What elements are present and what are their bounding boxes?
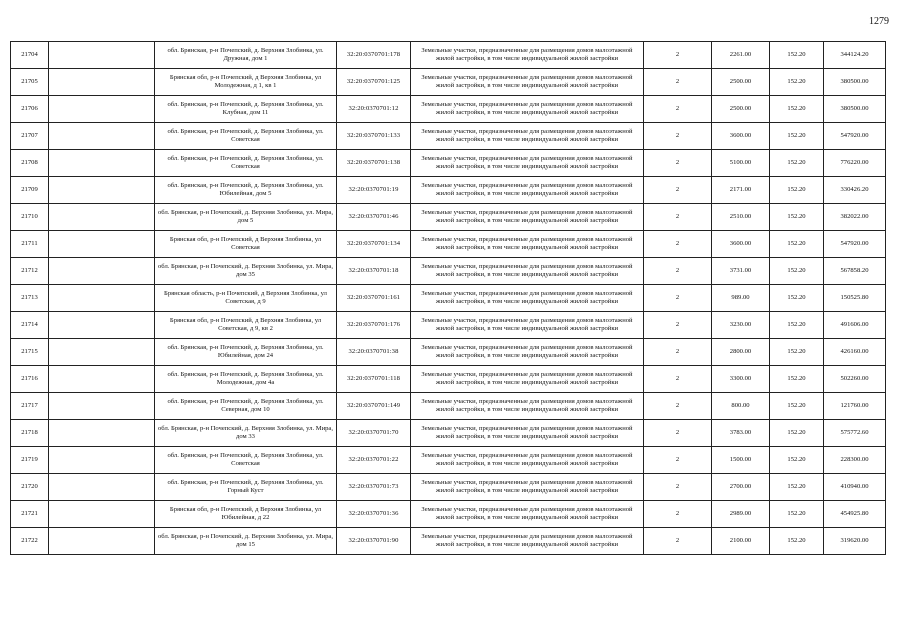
blank-cell [49,96,155,123]
blank-cell [49,501,155,528]
cadastral-number-cell: 32:20:0370701:38 [337,339,411,366]
category-code-cell: 2 [644,528,712,555]
address-cell: обл. Брянская, р-н Почепский, д. Верхняя Злобинка, ул. Советская [155,447,337,474]
table-row [11,204,886,231]
specific-value-cell: 152.20 [770,285,824,312]
cadastral-value-cell: 454925.80 [824,501,886,528]
area-cell: 2500.00 [712,96,770,123]
blank-cell [49,150,155,177]
area-cell: 3230.00 [712,312,770,339]
specific-value-cell: 152.20 [770,312,824,339]
land-use-cell: Земельные участки, предназначенные для размещения домов малоэтажной жилой застройки, в том числе индивидуальной жилой застройки [411,177,644,204]
cadastral-value-cell: 330426.20 [824,177,886,204]
row-number: 21706 [11,96,49,123]
category-code-cell: 2 [644,447,712,474]
specific-value-cell: 152.20 [770,393,824,420]
specific-value-cell: 152.20 [770,96,824,123]
area-cell: 3300.00 [712,366,770,393]
cadastral-number-cell: 32:20:0370701:178 [337,42,411,69]
area-cell: 2800.00 [712,339,770,366]
blank-cell [49,447,155,474]
table-row [11,528,886,555]
land-use-cell: Земельные участки, предназначенные для размещения домов малоэтажной жилой застройки, в том числе индивидуальной жилой застройки [411,150,644,177]
row-number: 21713 [11,285,49,312]
land-use-cell: Земельные участки, предназначенные для размещения домов малоэтажной жилой застройки, в том числе индивидуальной жилой застройки [411,204,644,231]
category-code-cell: 2 [644,312,712,339]
category-code-cell: 2 [644,420,712,447]
blank-cell [49,393,155,420]
land-use-cell: Земельные участки, предназначенные для размещения домов малоэтажной жилой застройки, в том числе индивидуальной жилой застройки [411,528,644,555]
cadastral-value-cell: 426160.00 [824,339,886,366]
cadastral-number-cell: 32:20:0370701:161 [337,285,411,312]
category-code-cell: 2 [644,204,712,231]
land-use-cell: Земельные участки, предназначенные для размещения домов малоэтажной жилой застройки, в том числе индивидуальной жилой застройки [411,123,644,150]
area-cell: 2261.00 [712,42,770,69]
specific-value-cell: 152.20 [770,42,824,69]
cadastral-number-cell: 32:20:0370701:19 [337,177,411,204]
cadastral-value-cell: 319620.00 [824,528,886,555]
cadastral-number-cell: 32:20:0370701:133 [337,123,411,150]
cadastral-number-cell: 32:20:0370701:12 [337,96,411,123]
blank-cell [49,177,155,204]
land-use-cell: Земельные участки, предназначенные для размещения домов малоэтажной жилой застройки, в том числе индивидуальной жилой застройки [411,231,644,258]
blank-cell [49,204,155,231]
cadastral-number-cell: 32:20:0370701:70 [337,420,411,447]
cadastral-value-cell: 547920.00 [824,123,886,150]
address-cell: обл. Брянская, р-н Почепский, д. Верхняя Злобинка, ул. Дружная, дом 1 [155,42,337,69]
address-cell: Брянская обл, р-н Почепский, д Верхняя Злобинка, ул Советская, д 9, кв 2 [155,312,337,339]
category-code-cell: 2 [644,474,712,501]
land-use-cell: Земельные участки, предназначенные для размещения домов малоэтажной жилой застройки, в том числе индивидуальной жилой застройки [411,393,644,420]
row-number: 21712 [11,258,49,285]
specific-value-cell: 152.20 [770,150,824,177]
specific-value-cell: 152.20 [770,339,824,366]
land-use-cell: Земельные участки, предназначенные для размещения домов малоэтажной жилой застройки, в том числе индивидуальной жилой застройки [411,42,644,69]
row-number: 21720 [11,474,49,501]
category-code-cell: 2 [644,96,712,123]
category-code-cell: 2 [644,177,712,204]
address-cell: Брянская обл, р-н Почепский, д Верхняя Злобинка, ул Юбилейная, д 22 [155,501,337,528]
table-row [11,69,886,96]
land-use-cell: Земельные участки, предназначенные для размещения домов малоэтажной жилой застройки, в том числе индивидуальной жилой застройки [411,339,644,366]
category-code-cell: 2 [644,150,712,177]
land-use-cell: Земельные участки, предназначенные для размещения домов малоэтажной жилой застройки, в том числе индивидуальной жилой застройки [411,96,644,123]
category-code-cell: 2 [644,393,712,420]
cadastral-number-cell: 32:20:0370701:36 [337,501,411,528]
land-use-cell: Земельные участки, предназначенные для размещения домов малоэтажной жилой застройки, в том числе индивидуальной жилой застройки [411,366,644,393]
specific-value-cell: 152.20 [770,177,824,204]
cadastral-value-cell: 567858.20 [824,258,886,285]
category-code-cell: 2 [644,231,712,258]
table-row [11,150,886,177]
row-number: 21721 [11,501,49,528]
area-cell: 2700.00 [712,474,770,501]
address-cell: обл. Брянская, р-н Почепский, д. Верхняя Злобинка, ул. Мира, дом 35 [155,258,337,285]
table-row [11,366,886,393]
cadastral-number-cell: 32:20:0370701:90 [337,528,411,555]
land-use-cell: Земельные участки, предназначенные для размещения домов малоэтажной жилой застройки, в том числе индивидуальной жилой застройки [411,501,644,528]
blank-cell [49,42,155,69]
table-row [11,177,886,204]
specific-value-cell: 152.20 [770,474,824,501]
category-code-cell: 2 [644,501,712,528]
cadastral-value-cell: 410940.00 [824,474,886,501]
row-number: 21710 [11,204,49,231]
land-use-cell: Земельные участки, предназначенные для размещения домов малоэтажной жилой застройки, в том числе индивидуальной жилой застройки [411,474,644,501]
cadastral-value-cell: 575772.60 [824,420,886,447]
blank-cell [49,312,155,339]
table-row [11,474,886,501]
area-cell: 3731.00 [712,258,770,285]
table-row [11,312,886,339]
cadastral-number-cell: 32:20:0370701:46 [337,204,411,231]
table-row [11,420,886,447]
cadastral-value-cell: 228300.00 [824,447,886,474]
area-cell: 3600.00 [712,231,770,258]
area-cell: 2500.00 [712,69,770,96]
cadastral-number-cell: 32:20:0370701:134 [337,231,411,258]
address-cell: обл. Брянская, р-н Почепский, д. Верхняя Злобинка, ул. Юбилейная, дом 5 [155,177,337,204]
address-cell: обл. Брянская, р-н Почепский, д. Верхняя Злобинка, ул. Советская [155,123,337,150]
cadastral-value-cell: 502260.00 [824,366,886,393]
blank-cell [49,285,155,312]
address-cell: Брянская область, р-н Почепский, д Верхняя Злобинка, ул Советская, д 9 [155,285,337,312]
row-number: 21722 [11,528,49,555]
land-use-cell: Земельные участки, предназначенные для размещения домов малоэтажной жилой застройки, в том числе индивидуальной жилой застройки [411,258,644,285]
blank-cell [49,258,155,285]
cadastral-value-cell: 121760.00 [824,393,886,420]
category-code-cell: 2 [644,123,712,150]
cadastral-value-cell: 380500.00 [824,96,886,123]
address-cell: обл. Брянская, р-н Почепский, д. Верхняя Злобинка, ул. Молодежная, дом 4а [155,366,337,393]
page-number: 1279 [869,16,889,27]
area-cell: 2100.00 [712,528,770,555]
category-code-cell: 2 [644,366,712,393]
address-cell: обл. Брянская, р-н Почепский, д. Верхняя Злобинка, ул. Советская [155,150,337,177]
specific-value-cell: 152.20 [770,420,824,447]
blank-cell [49,231,155,258]
specific-value-cell: 152.20 [770,69,824,96]
category-code-cell: 2 [644,339,712,366]
row-number: 21717 [11,393,49,420]
row-number: 21718 [11,420,49,447]
land-use-cell: Земельные участки, предназначенные для размещения домов малоэтажной жилой застройки, в том числе индивидуальной жилой застройки [411,312,644,339]
table-row [11,96,886,123]
address-cell: обл. Брянская, р-н Почепский, д. Верхняя Злобинка, ул. Клубная, дом 11 [155,96,337,123]
row-number: 21708 [11,150,49,177]
cadastral-number-cell: 32:20:0370701:18 [337,258,411,285]
cadastral-value-cell: 776220.00 [824,150,886,177]
cadastral-number-cell: 32:20:0370701:22 [337,447,411,474]
cadastral-value-cell: 547920.00 [824,231,886,258]
table-row [11,258,886,285]
row-number: 21719 [11,447,49,474]
cadastral-number-cell: 32:20:0370701:176 [337,312,411,339]
blank-cell [49,69,155,96]
cadastral-value-cell: 380500.00 [824,69,886,96]
category-code-cell: 2 [644,258,712,285]
specific-value-cell: 152.20 [770,366,824,393]
row-number: 21709 [11,177,49,204]
blank-cell [49,528,155,555]
table-row [11,231,886,258]
address-cell: Брянская обл, р-н Почепский, д Верхняя Злобинка, ул Молодежная, д 1, кв 1 [155,69,337,96]
address-cell: обл. Брянская, р-н Почепский, д. Верхняя Злобинка, ул. Мира, дом 5 [155,204,337,231]
category-code-cell: 2 [644,42,712,69]
blank-cell [49,474,155,501]
cadastral-value-cell: 491606.00 [824,312,886,339]
land-use-cell: Земельные участки, предназначенные для размещения домов малоэтажной жилой застройки, в том числе индивидуальной жилой застройки [411,285,644,312]
table-row [11,393,886,420]
row-number: 21704 [11,42,49,69]
area-cell: 1500.00 [712,447,770,474]
table-body [11,42,886,555]
land-use-cell: Земельные участки, предназначенные для размещения домов малоэтажной жилой застройки, в том числе индивидуальной жилой застройки [411,69,644,96]
address-cell: Брянская обл, р-н Почепский, д Верхняя Злобинка, ул Советская [155,231,337,258]
category-code-cell: 2 [644,285,712,312]
specific-value-cell: 152.20 [770,123,824,150]
row-number: 21707 [11,123,49,150]
blank-cell [49,366,155,393]
row-number: 21716 [11,366,49,393]
cadastral-value-cell: 150525.80 [824,285,886,312]
area-cell: 2989.00 [712,501,770,528]
area-cell: 800.00 [712,393,770,420]
area-cell: 2171.00 [712,177,770,204]
area-cell: 3600.00 [712,123,770,150]
land-use-cell: Земельные участки, предназначенные для размещения домов малоэтажной жилой застройки, в том числе индивидуальной жилой застройки [411,420,644,447]
specific-value-cell: 152.20 [770,204,824,231]
cadastral-number-cell: 32:20:0370701:149 [337,393,411,420]
land-use-cell: Земельные участки, предназначенные для размещения домов малоэтажной жилой застройки, в том числе индивидуальной жилой застройки [411,447,644,474]
cadastral-number-cell: 32:20:0370701:125 [337,69,411,96]
category-code-cell: 2 [644,69,712,96]
table-row [11,501,886,528]
blank-cell [49,339,155,366]
address-cell: обл. Брянская, р-н Почепский, д. Верхняя Злобинка, ул. Мира, дом 15 [155,528,337,555]
area-cell: 3783.00 [712,420,770,447]
address-cell: обл. Брянская, р-н Почепский, д. Верхняя Злобинка, ул. Мира, дом 33 [155,420,337,447]
specific-value-cell: 152.20 [770,258,824,285]
specific-value-cell: 152.20 [770,528,824,555]
cadastral-value-cell: 382022.00 [824,204,886,231]
cadastral-value-cell: 344124.20 [824,42,886,69]
area-cell: 989.00 [712,285,770,312]
blank-cell [49,420,155,447]
address-cell: обл. Брянская, р-н Почепский, д. Верхняя Злобинка, ул. Горный Куст [155,474,337,501]
specific-value-cell: 152.20 [770,231,824,258]
blank-cell [49,123,155,150]
cadastral-number-cell: 32:20:0370701:118 [337,366,411,393]
cadastral-value-table [10,41,886,555]
table-row [11,123,886,150]
row-number: 21714 [11,312,49,339]
cadastral-number-cell: 32:20:0370701:73 [337,474,411,501]
row-number: 21715 [11,339,49,366]
address-cell: обл. Брянская, р-н Почепский, д. Верхняя Злобинка, ул. Юбилейная, дом 24 [155,339,337,366]
area-cell: 5100.00 [712,150,770,177]
table-row [11,447,886,474]
table-row [11,339,886,366]
cadastral-number-cell: 32:20:0370701:138 [337,150,411,177]
table-row [11,42,886,69]
table-row [11,285,886,312]
specific-value-cell: 152.20 [770,447,824,474]
address-cell: обл. Брянская, р-н Почепский, д. Верхняя Злобинка, ул. Северная, дом 10 [155,393,337,420]
area-cell: 2510.00 [712,204,770,231]
row-number: 21705 [11,69,49,96]
row-number: 21711 [11,231,49,258]
specific-value-cell: 152.20 [770,501,824,528]
